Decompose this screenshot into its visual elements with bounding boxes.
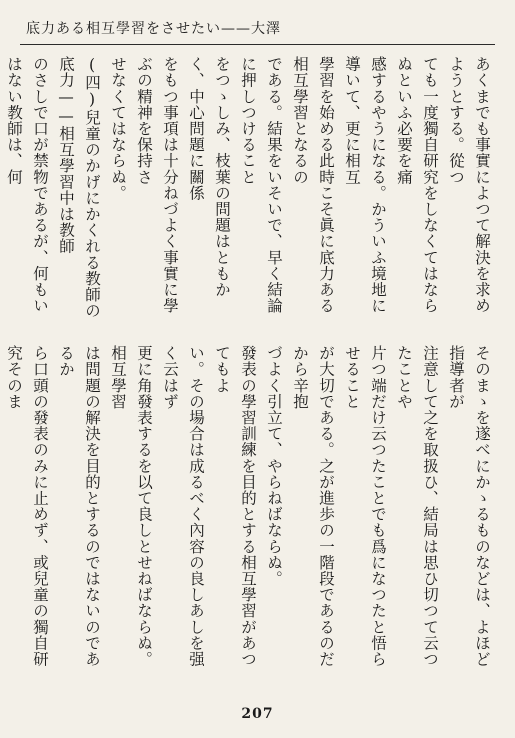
header-rule	[20, 44, 495, 45]
page-number: 207	[241, 706, 274, 722]
text-line: は問題の解決を目的とするのではないのであるか	[57, 345, 101, 667]
top-text-column	[5, 56, 495, 321]
text-line: い。その場合は成るべく內容の良しあしを强く云はず	[161, 345, 205, 667]
text-line	[0, 56, 1, 321]
text-line	[0, 345, 1, 670]
text-line: 注意して之を取扱ひ、結局は思ひ切つて云つたことや	[395, 345, 439, 667]
text-line: (四)兒童のかげにかくれる教師の底力——相互學習中は教師	[57, 56, 101, 319]
text-line: づよく引立て、やらねばならぬ。	[265, 345, 283, 587]
text-line: ら口頭の發表のみに止めず、或兒童の獨自研究そのま	[5, 345, 49, 667]
running-head: 底力ある相互學習をさせたい——大澤	[26, 21, 281, 37]
text-line: をもつ事項は十分ねづよく事實に學ぶの精神を保持さ	[135, 56, 179, 314]
text-line: 發表の學習訓練を目的とする相互學習があつてもよ	[213, 345, 257, 667]
text-line: である。結果をいそいで、早く結論に押しつけること	[239, 56, 283, 314]
text-line: をつゝしみ、枝葉の問題はともかく、中心問題に關係	[187, 56, 231, 298]
text-line: せなくてはならぬ。	[109, 56, 127, 201]
text-line: ても一度獨自研究をしなくてはならぬといふ必要を痛	[395, 56, 439, 314]
text-line: あくまでも事實によつて解決を求めようとする。從つ	[447, 56, 491, 314]
text-line: のさしで口が禁物であるが、何もいはない教師は、何	[5, 56, 49, 314]
bottom-text-column	[5, 345, 495, 670]
text-line: 感するやうになる。かういふ境地に導いて、更に相互	[343, 56, 387, 314]
text-line: が大切である。之が進歩の一階段であるのだから辛抱	[291, 345, 335, 667]
text-line: 學習を始める此時こそ眞に底力ある相互學習となるの	[291, 56, 335, 314]
text-line: 片つ端だけ云つたことでも爲になつたと悟らせること	[343, 345, 387, 667]
text-line: 更に角發表するを以て良しとせねばならぬ。相互學習	[109, 345, 153, 667]
text-line: そのまゝを遂べにかゝるものなどは、よほど指導者が	[447, 345, 491, 667]
